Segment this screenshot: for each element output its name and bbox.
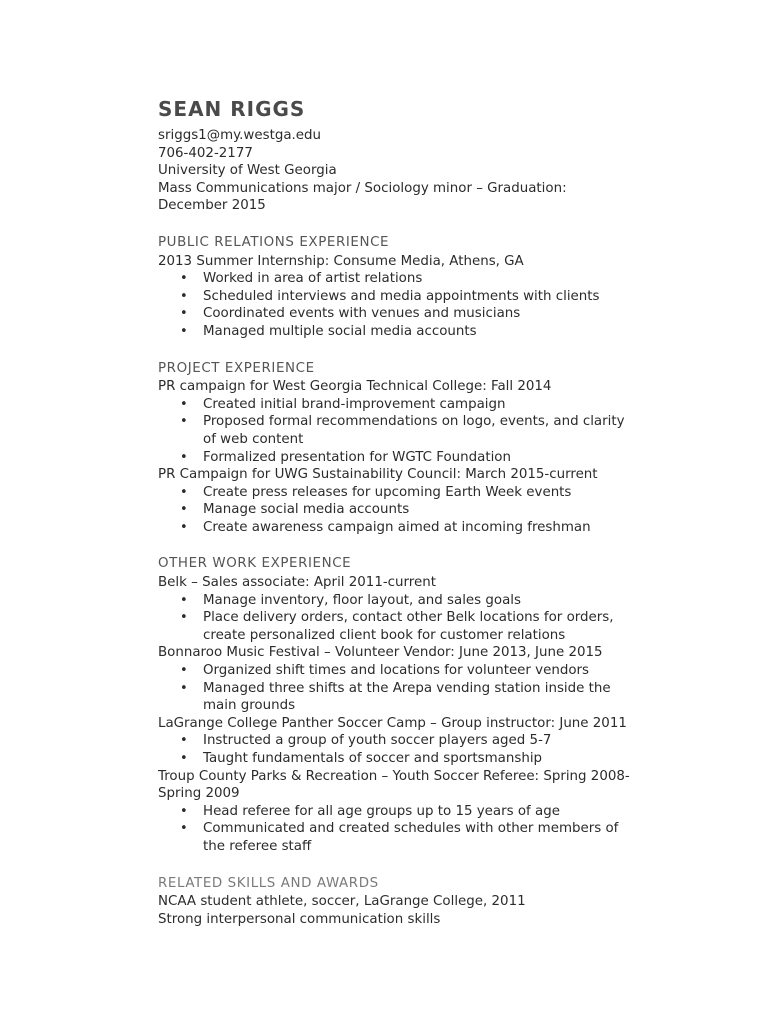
skill-line: NCAA student athlete, soccer, LaGrange College, 2011	[158, 894, 526, 910]
role-line: Bonnaroo Music Festival – Volunteer Vendor: June 2013, June 2015	[158, 645, 603, 661]
bullet-item: • Manage social media accounts	[158, 501, 638, 519]
pr-experience-section	[158, 234, 638, 341]
bullet-item: • Created initial brand-improvement campaign	[158, 396, 638, 414]
role-line: PR campaign for West Georgia Technical College: Fall 2014	[158, 379, 552, 395]
bullet-item: • Taught fundamentals of soccer and sportsmanship	[158, 750, 638, 768]
role-line: PR Campaign for UWG Sustainability Council: March 2015-current	[158, 467, 598, 483]
bullet-item: • Organized shift times and locations for volunteer vendors	[158, 662, 638, 680]
skills-section	[158, 875, 638, 929]
bullet-item: • Coordinated events with venues and musicians	[158, 305, 638, 323]
bullet-list	[158, 662, 638, 715]
bullet-item: • Communicated and created schedules with other members of the referee staff	[158, 820, 638, 855]
bullet-list	[158, 396, 638, 466]
bullet-item: • Head referee for all age groups up to 15 years of age	[158, 803, 638, 821]
other-work-section	[158, 555, 638, 855]
school-text: University of West Georgia	[158, 163, 337, 179]
bullet-list	[158, 270, 638, 340]
bullet-item: • Managed three shifts at the Arepa vending station inside the main grounds	[158, 680, 638, 715]
bullet-item: • Managed multiple social media accounts	[158, 323, 638, 341]
section-title: PROJECT EXPERIENCE	[158, 360, 315, 376]
bullet-item: • Scheduled interviews and media appointments with clients	[158, 288, 638, 306]
skill-line: Strong interpersonal communication skills	[158, 911, 441, 927]
role-line: Belk – Sales associate: April 2011-current	[158, 575, 436, 591]
bullet-list	[158, 484, 638, 537]
email-text: sriggs1@my.westga.edu	[158, 128, 322, 143]
bullet-item: • Proposed formal recommendations on logo, events, and clarity of web content	[158, 413, 638, 448]
bullet-item: • Place delivery orders, contact other Belk locations for orders, create personalized client book for customer relations	[158, 609, 638, 644]
graduation-text: December 2015	[158, 198, 266, 214]
bullet-item: • Formalized presentation for WGTC Foundation	[158, 449, 638, 467]
section-title: PUBLIC RELATIONS EXPERIENCE	[158, 234, 390, 250]
bullet-item: • Create press releases for upcoming Earth Week events	[158, 484, 638, 502]
role-line: 2013 Summer Internship: Consume Media, Athens, GA	[158, 253, 524, 269]
section-title: RELATED SKILLS AND AWARDS	[158, 875, 379, 891]
role-line: LaGrange College Panther Soccer Camp – Group instructor: June 2011	[158, 715, 627, 731]
bullet-list	[158, 592, 638, 645]
bullet-list	[158, 732, 638, 767]
bullet-item: • Create awareness campaign aimed at incoming freshman	[158, 519, 638, 537]
major-text: Mass Communications major / Sociology minor – Graduation:	[158, 180, 567, 196]
resume-page	[158, 96, 638, 928]
phone-text: 706-402-2177	[158, 145, 253, 161]
bullet-item: • Worked in area of artist relations	[158, 270, 638, 288]
section-title: OTHER WORK EXPERIENCE	[158, 556, 352, 572]
bullet-item: • Manage inventory, floor layout, and sales goals	[158, 592, 638, 610]
role-line: Troup County Parks & Recreation – Youth Soccer Referee: Spring 2008-Spring 2009	[158, 768, 630, 802]
contact-block	[158, 127, 638, 215]
bullet-list	[158, 803, 638, 856]
project-experience-section	[158, 360, 638, 537]
resume-name: SEAN RIGGS	[158, 97, 306, 121]
bullet-item: • Instructed a group of youth soccer players aged 5-7	[158, 732, 638, 750]
